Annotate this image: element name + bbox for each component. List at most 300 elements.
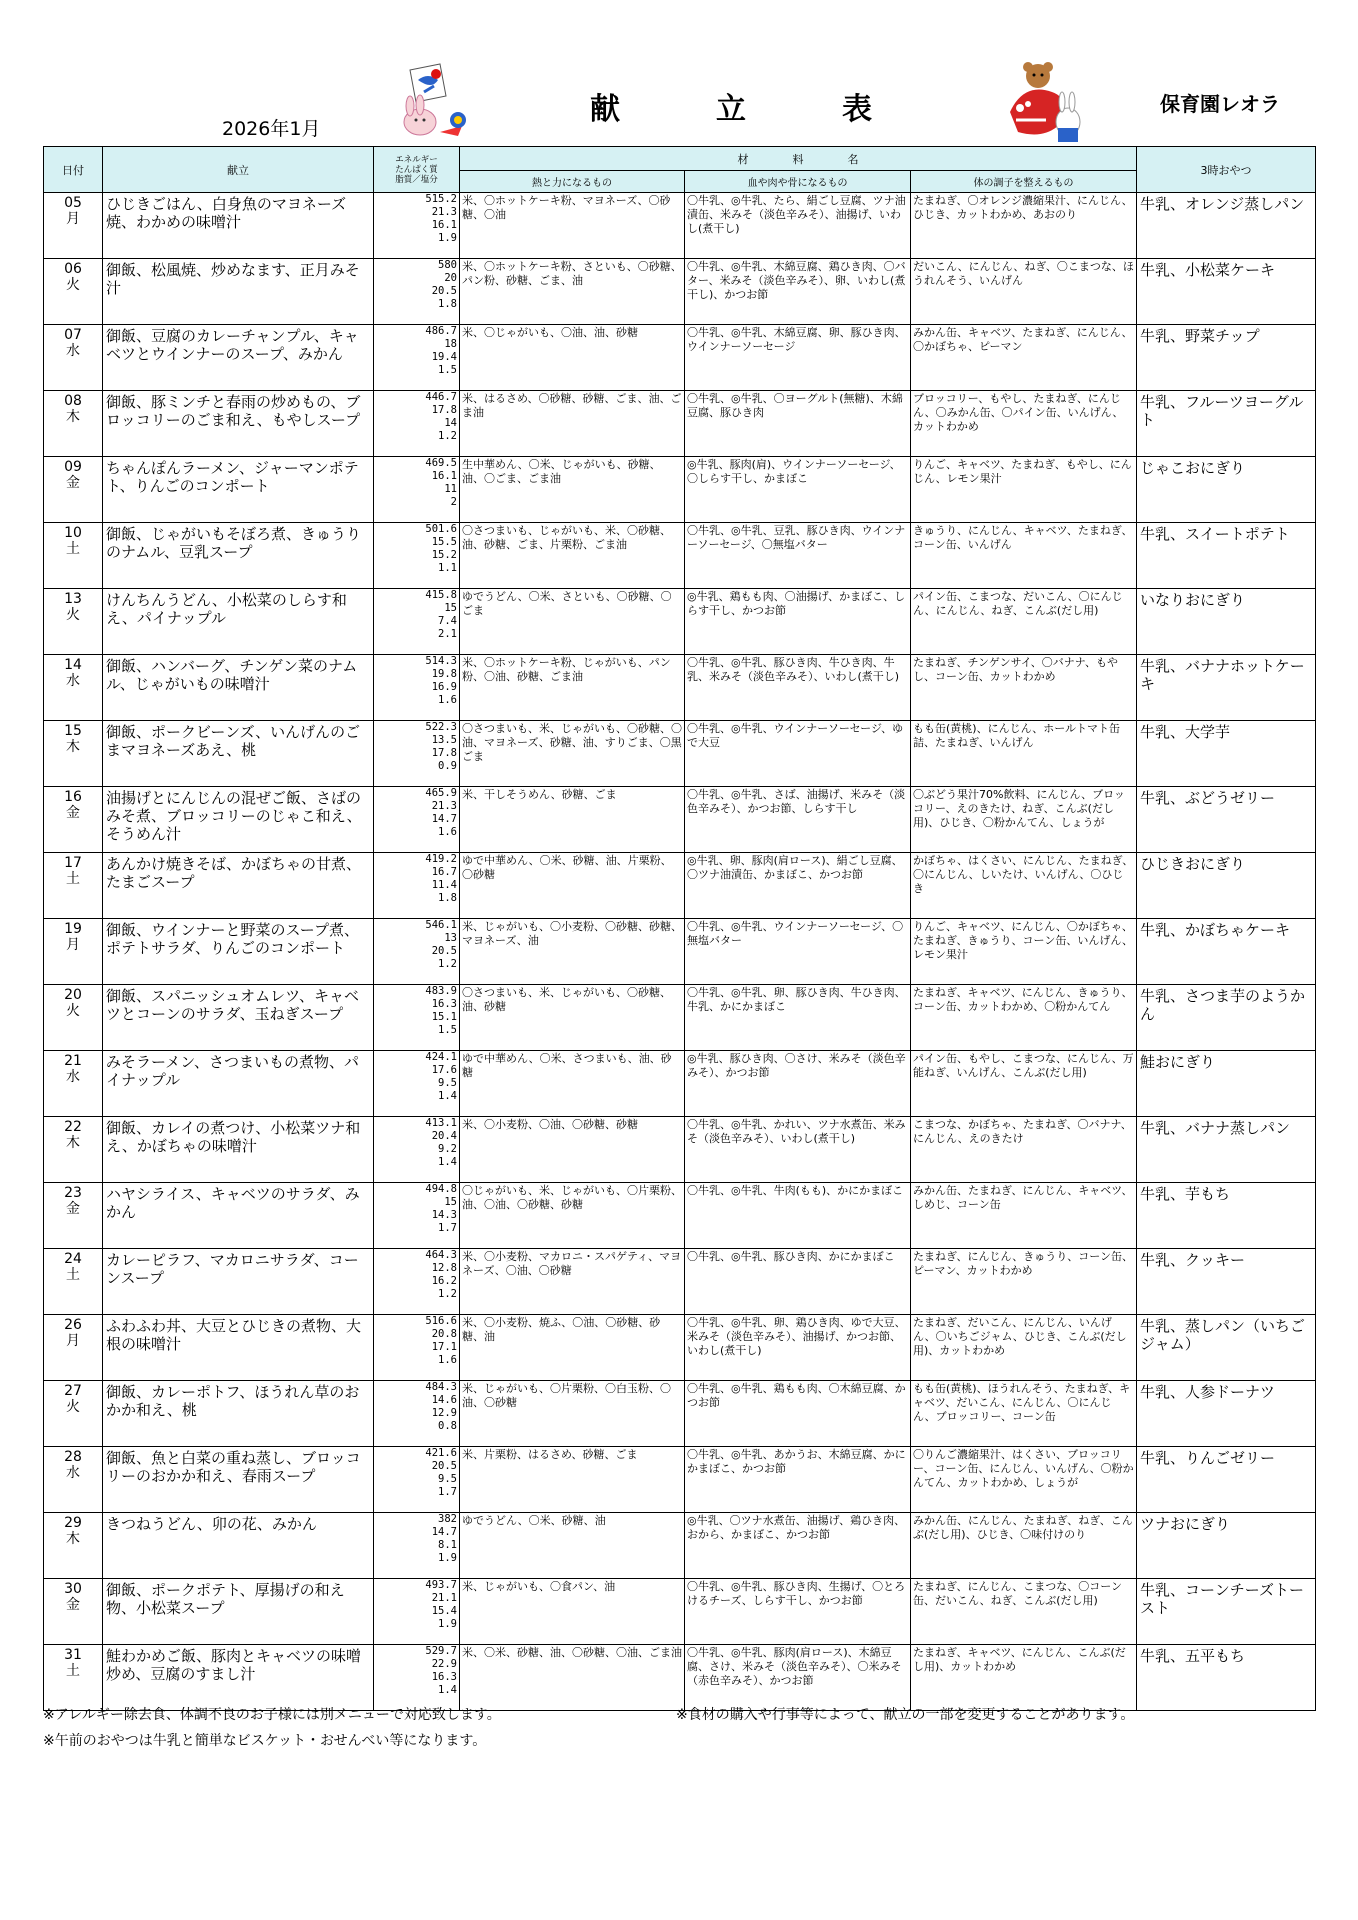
body-food-cell: 〇牛乳、◎牛乳、豚ひき肉、生揚げ、〇とろけるチーズ、しらす干し、かつお節 xyxy=(685,1579,911,1645)
date-cell xyxy=(44,1579,103,1645)
nutrition-fat-salt-label: 脂質／塩分 xyxy=(395,174,438,185)
day-of-week: 木 xyxy=(66,739,80,755)
energy-value: 382 xyxy=(438,1513,457,1525)
energy-value: 522.3 xyxy=(425,721,457,733)
snack-cell: じゃこおにぎり xyxy=(1137,457,1316,523)
date-cell xyxy=(44,523,103,589)
energy-food-cell: 米、じゃがいも、〇片栗粉、〇白玉粉、〇油、〇砂糖 xyxy=(460,1381,685,1447)
energy-food-cell: 米、片栗粉、はるさめ、砂糖、ごま xyxy=(460,1447,685,1513)
energy-food-cell: 米、〇ホットケーキ粉、さといも、〇砂糖、パン粉、砂糖、ごま、油 xyxy=(460,259,685,325)
table-row xyxy=(44,589,1316,655)
nutrition-cell xyxy=(374,1249,460,1315)
energy-value: 494.8 xyxy=(425,1183,457,1195)
regulating-food-cell: たまねぎ、キャベツ、にんじん、こんぶ(だし用)、カットわかめ xyxy=(911,1645,1137,1711)
snack-cell: 牛乳、ぶどうゼリー xyxy=(1137,787,1316,853)
table-row xyxy=(44,1249,1316,1315)
date-cell xyxy=(44,721,103,787)
nutrition-cell xyxy=(374,325,460,391)
salt-value: 1.9 xyxy=(438,232,457,244)
fat-value: 14.3 xyxy=(431,1209,457,1221)
day-number: 10 xyxy=(64,525,82,541)
body-food-cell: 〇牛乳、◎牛乳、木綿豆腐、卵、豚ひき肉、ウインナーソーセージ xyxy=(685,325,911,391)
table-row xyxy=(44,1117,1316,1183)
menu-cell: けんちんうどん、小松菜のしらす和え、パイナップル xyxy=(103,589,374,655)
day-number: 05 xyxy=(64,195,82,211)
snack-cell: 牛乳、蒸しパン（いちごジャム） xyxy=(1137,1315,1316,1381)
menu-cell: ハヤシライス、キャベツのサラダ、みかん xyxy=(103,1183,374,1249)
date-cell xyxy=(44,1513,103,1579)
menu-cell: あんかけ焼きそば、かぼちゃの甘煮、たまごスープ xyxy=(103,853,374,919)
nutrition-cell xyxy=(374,193,460,259)
date-cell xyxy=(44,655,103,721)
body-food-cell: 〇牛乳、◎牛乳、卵、鶏ひき肉、ゆで大豆、米みそ（淡色辛みそ）、油揚げ、かつお節、いわし(煮干し) xyxy=(685,1315,911,1381)
nutrition-cell xyxy=(374,457,460,523)
regulating-food-cell: もも缶(黄桃)、ほうれんそう、たまねぎ、キャベツ、だいこん、にんじん、〇にんじん、ブロッコリー、コーン缶 xyxy=(911,1381,1137,1447)
table-row xyxy=(44,655,1316,721)
nutrition-cell xyxy=(374,391,460,457)
table-row xyxy=(44,1315,1316,1381)
protein-value: 18 xyxy=(444,338,457,350)
day-number: 17 xyxy=(64,855,82,871)
table-row xyxy=(44,1381,1316,1447)
nursery-name: 保育園レオラ xyxy=(1160,92,1280,116)
protein-value: 16.1 xyxy=(431,470,457,482)
energy-value: 469.5 xyxy=(425,457,457,469)
date-cell xyxy=(44,787,103,853)
date-cell xyxy=(44,325,103,391)
fat-value: 7.4 xyxy=(438,615,457,627)
day-number: 20 xyxy=(64,987,82,1003)
day-of-week: 金 xyxy=(66,475,80,491)
date-cell xyxy=(44,391,103,457)
fat-value: 9.5 xyxy=(438,1077,457,1089)
day-number: 16 xyxy=(64,789,82,805)
date-cell xyxy=(44,985,103,1051)
regulating-food-cell: みかん缶、キャベツ、たまねぎ、にんじん、〇かぼちゃ、ピーマン xyxy=(911,325,1137,391)
salt-value: 2 xyxy=(450,496,457,508)
day-number: 13 xyxy=(64,591,82,607)
menu-cell: 御飯、スパニッシュオムレツ、キャベツとコーンのサラダ、玉ねぎスープ xyxy=(103,985,374,1051)
energy-value: 515.2 xyxy=(425,193,457,205)
energy-food-cell: 米、〇小麦粉、〇油、〇砂糖、砂糖 xyxy=(460,1117,685,1183)
table-row xyxy=(44,1051,1316,1117)
snack-cell: 牛乳、クッキー xyxy=(1137,1249,1316,1315)
day-number: 31 xyxy=(64,1647,82,1663)
regulating-food-cell: りんご、キャベツ、たまねぎ、もやし、にんじん、レモン果汁 xyxy=(911,457,1137,523)
day-number: 26 xyxy=(64,1317,82,1333)
snack-cell: ひじきおにぎり xyxy=(1137,853,1316,919)
body-food-cell: 〇牛乳、◎牛乳、ウインナーソーセージ、ゆで大豆 xyxy=(685,721,911,787)
table-row xyxy=(44,193,1316,259)
page-title xyxy=(590,84,968,128)
body-food-cell: 〇牛乳、◎牛乳、豆乳、豚ひき肉、ウインナーソーセージ、〇無塩バター xyxy=(685,523,911,589)
energy-value: 501.6 xyxy=(425,523,457,535)
menu-cell: 御飯、ウインナーと野菜のスープ煮、ポテトサラダ、りんごのコンポート xyxy=(103,919,374,985)
nutrition-cell xyxy=(374,1579,460,1645)
day-of-week: 金 xyxy=(66,1597,80,1613)
table-row xyxy=(44,1513,1316,1579)
footer-note-changes: ※食材の購入や行事等によって、献立の一部を変更することがあります。 xyxy=(676,1707,1135,1723)
table-row xyxy=(44,523,1316,589)
column-header-date: 日付 xyxy=(44,147,103,193)
day-number: 30 xyxy=(64,1581,82,1597)
date-cell xyxy=(44,193,103,259)
protein-value: 19.8 xyxy=(431,668,457,680)
day-of-week: 木 xyxy=(66,1531,80,1547)
snack-cell: 鮭おにぎり xyxy=(1137,1051,1316,1117)
energy-value: 413.1 xyxy=(425,1117,457,1129)
energy-value: 484.3 xyxy=(425,1381,457,1393)
fat-value: 12.9 xyxy=(431,1407,457,1419)
energy-value: 529.7 xyxy=(425,1645,457,1657)
day-of-week: 水 xyxy=(66,673,80,689)
regulating-food-cell: たまねぎ、だいこん、にんじん、いんげん、〇いちごジャム、ひじき、こんぶ(だし用)、カットわかめ xyxy=(911,1315,1137,1381)
fat-value: 9.5 xyxy=(438,1473,457,1485)
snack-cell: 牛乳、バナナ蒸しパン xyxy=(1137,1117,1316,1183)
day-number: 21 xyxy=(64,1053,82,1069)
fat-value: 15.4 xyxy=(431,1605,457,1617)
date-cell xyxy=(44,457,103,523)
snack-cell: 牛乳、バナナホットケーキ xyxy=(1137,655,1316,721)
menu-cell: 鮭わかめご飯、豚肉とキャベツの味噌炒め、豆腐のすまし汁 xyxy=(103,1645,374,1711)
salt-value: 1.8 xyxy=(438,892,457,904)
salt-value: 1.9 xyxy=(438,1552,457,1564)
energy-food-cell: ゆでうどん、〇米、さといも、〇砂糖、〇ごま xyxy=(460,589,685,655)
title-char-2: 立 xyxy=(716,92,746,127)
day-of-week: 水 xyxy=(66,1465,80,1481)
salt-value: 1.7 xyxy=(438,1222,457,1234)
day-number: 09 xyxy=(64,459,82,475)
day-number: 07 xyxy=(64,327,82,343)
salt-value: 1.2 xyxy=(438,958,457,970)
new-year-rabbit-illustration-icon xyxy=(380,62,480,142)
day-of-week: 水 xyxy=(66,1069,80,1085)
energy-food-cell: 〇さつまいも、米、じゃがいも、〇砂糖、〇油、マヨネーズ、砂糖、油、すりごま、〇黒ごま xyxy=(460,721,685,787)
snack-cell: 牛乳、りんごゼリー xyxy=(1137,1447,1316,1513)
menu-cell: カレーピラフ、マカロニサラダ、コーンスープ xyxy=(103,1249,374,1315)
snack-cell: 牛乳、オレンジ蒸しパン xyxy=(1137,193,1316,259)
table-row xyxy=(44,1579,1316,1645)
fat-value: 16.1 xyxy=(431,219,457,231)
energy-value: 424.1 xyxy=(425,1051,457,1063)
date-cell xyxy=(44,853,103,919)
body-food-cell: ◎牛乳、鶏もも肉、〇油揚げ、かまぼこ、しらす干し、かつお節 xyxy=(685,589,911,655)
materials-char-3: 名 xyxy=(847,152,859,166)
menu-cell: 御飯、カレーポトフ、ほうれん草のおかか和え、桃 xyxy=(103,1381,374,1447)
protein-value: 20 xyxy=(444,272,457,284)
materials-char-2: 料 xyxy=(792,152,804,166)
energy-value: 486.7 xyxy=(425,325,457,337)
column-header-regulating-food: 体の調子を整えるもの xyxy=(911,171,1137,193)
table-row xyxy=(44,259,1316,325)
snack-cell: いなりおにぎり xyxy=(1137,589,1316,655)
column-header-nutrition xyxy=(374,147,460,193)
body-food-cell: 〇牛乳、◎牛乳、牛肉(もも)、かにかまぼこ xyxy=(685,1183,911,1249)
nutrition-cell xyxy=(374,523,460,589)
energy-value: 419.2 xyxy=(425,853,457,865)
day-number: 24 xyxy=(64,1251,82,1267)
regulating-food-cell: もも缶(黄桃)、にんじん、ホールトマト缶詰、たまねぎ、いんげん xyxy=(911,721,1137,787)
day-of-week: 木 xyxy=(66,1135,80,1151)
regulating-food-cell: ブロッコリー、もやし、たまねぎ、にんじん、〇みかん缶、〇パイン缶、いんげん、カットわかめ xyxy=(911,391,1137,457)
energy-food-cell: 米、〇ホットケーキ粉、マヨネーズ、〇砂糖、〇油 xyxy=(460,193,685,259)
energy-food-cell: 〇さつまいも、じゃがいも、米、〇砂糖、油、砂糖、ごま、片栗粉、ごま油 xyxy=(460,523,685,589)
salt-value: 1.4 xyxy=(438,1090,457,1102)
salt-value: 1.6 xyxy=(438,1354,457,1366)
fat-value: 17.1 xyxy=(431,1341,457,1353)
fat-value: 9.2 xyxy=(438,1143,457,1155)
date-cell xyxy=(44,589,103,655)
day-of-week: 土 xyxy=(66,541,80,557)
regulating-food-cell: りんご、キャベツ、にんじん、〇かぼちゃ、たまねぎ、きゅうり、コーン缶、いんげん、レモン果汁 xyxy=(911,919,1137,985)
menu-cell: 御飯、魚と白菜の重ね蒸し、ブロッコリーのおかか和え、春雨スープ xyxy=(103,1447,374,1513)
body-food-cell: ◎牛乳、〇ツナ水煮缶、油揚げ、鶏ひき肉、おから、かまぼこ、かつお節 xyxy=(685,1513,911,1579)
fat-value: 16.3 xyxy=(431,1671,457,1683)
table-row xyxy=(44,919,1316,985)
body-food-cell: 〇牛乳、◎牛乳、豚ひき肉、かにかまぼこ xyxy=(685,1249,911,1315)
regulating-food-cell: たまねぎ、〇オレンジ濃縮果汁、にんじん、ひじき、カットわかめ、あおのり xyxy=(911,193,1137,259)
day-of-week: 月 xyxy=(66,1333,80,1349)
energy-value: 446.7 xyxy=(425,391,457,403)
salt-value: 1.1 xyxy=(438,562,457,574)
fat-value: 15.1 xyxy=(431,1011,457,1023)
day-number: 28 xyxy=(64,1449,82,1465)
fat-value: 14 xyxy=(444,417,457,429)
menu-cell: 御飯、豆腐のカレーチャンプル、キャベツとウインナーのスープ、みかん xyxy=(103,325,374,391)
menu-cell: ちゃんぽんラーメン、ジャーマンポテト、りんごのコンポート xyxy=(103,457,374,523)
day-number: 19 xyxy=(64,921,82,937)
nutrition-cell xyxy=(374,655,460,721)
footer-note-allergy: ※アレルギー除去食、体調不良のお子様には別メニューで対応致します。 xyxy=(43,1707,501,1723)
body-food-cell: 〇牛乳、◎牛乳、かれい、ツナ水煮缶、米みそ（淡色辛みそ）、いわし(煮干し) xyxy=(685,1117,911,1183)
regulating-food-cell: たまねぎ、チンゲンサイ、〇バナナ、もやし、コーン缶、カットわかめ xyxy=(911,655,1137,721)
nutrition-protein-label: たんぱく質 xyxy=(395,164,438,175)
nutrition-cell xyxy=(374,1051,460,1117)
protein-value: 16.7 xyxy=(431,866,457,878)
date-cell xyxy=(44,1051,103,1117)
body-food-cell: ◎牛乳、豚ひき肉、〇さけ、米みそ（淡色辛みそ）、かつお節 xyxy=(685,1051,911,1117)
snack-cell: 牛乳、さつま芋のようかん xyxy=(1137,985,1316,1051)
day-of-week: 金 xyxy=(66,805,80,821)
column-header-materials xyxy=(460,147,1137,171)
protein-value: 13.5 xyxy=(431,734,457,746)
protein-value: 20.8 xyxy=(431,1328,457,1340)
table-row xyxy=(44,1447,1316,1513)
nutrition-cell xyxy=(374,919,460,985)
fat-value: 14.7 xyxy=(431,813,457,825)
body-food-cell: 〇牛乳、◎牛乳、たら、絹ごし豆腐、ツナ油漬缶、米みそ（淡色辛みそ）、油揚げ、いわし(煮干し) xyxy=(685,193,911,259)
energy-food-cell: 〇じゃがいも、米、じゃがいも、〇片栗粉、油、〇油、〇砂糖、砂糖 xyxy=(460,1183,685,1249)
table-row xyxy=(44,787,1316,853)
snack-cell: 牛乳、芋もち xyxy=(1137,1183,1316,1249)
body-food-cell: 〇牛乳、◎牛乳、ウインナーソーセージ、〇無塩バター xyxy=(685,919,911,985)
nutrition-cell xyxy=(374,1315,460,1381)
date-cell xyxy=(44,1117,103,1183)
title-char-3: 表 xyxy=(842,92,872,127)
body-food-cell: 〇牛乳、◎牛乳、あかうお、木綿豆腐、かにかまぼこ、かつお節 xyxy=(685,1447,911,1513)
regulating-food-cell: こまつな、かぼちゃ、たまねぎ、〇バナナ、にんじん、えのきたけ xyxy=(911,1117,1137,1183)
day-of-week: 土 xyxy=(66,871,80,887)
table-row xyxy=(44,1645,1316,1711)
column-header-snack: 3時おやつ xyxy=(1137,147,1316,193)
body-food-cell: 〇牛乳、◎牛乳、木綿豆腐、鶏ひき肉、〇バター、米みそ（淡色辛みそ）、卵、いわし(煮干し)、かつお節 xyxy=(685,259,911,325)
menu-month: 2026年1月 xyxy=(222,118,321,140)
fat-value: 11 xyxy=(444,483,457,495)
nutrition-cell xyxy=(374,589,460,655)
nutrition-cell xyxy=(374,1645,460,1711)
energy-value: 464.3 xyxy=(425,1249,457,1261)
snack-cell: ツナおにぎり xyxy=(1137,1513,1316,1579)
salt-value: 0.8 xyxy=(438,1420,457,1432)
snack-cell: 牛乳、大学芋 xyxy=(1137,721,1316,787)
snack-cell: 牛乳、野菜チップ xyxy=(1137,325,1316,391)
fat-value: 20.5 xyxy=(431,285,457,297)
energy-food-cell: 米、〇じゃがいも、〇油、油、砂糖 xyxy=(460,325,685,391)
energy-value: 580 xyxy=(438,259,457,271)
footer-note-morning-snack: ※午前のおやつは牛乳と簡単なビスケット・おせんべい等になります。 xyxy=(43,1733,487,1749)
salt-value: 0.9 xyxy=(438,760,457,772)
salt-value: 1.6 xyxy=(438,694,457,706)
regulating-food-cell: たまねぎ、キャベツ、にんじん、きゅうり、コーン缶、カットわかめ、〇粉かんてん xyxy=(911,985,1137,1051)
nutrition-cell xyxy=(374,1183,460,1249)
day-of-week: 火 xyxy=(66,607,80,623)
menu-cell: 御飯、豚ミンチと春雨の炒めもの、ブロッコリーのごま和え、もやしスープ xyxy=(103,391,374,457)
energy-value: 516.6 xyxy=(425,1315,457,1327)
day-of-week: 月 xyxy=(66,211,80,227)
regulating-food-cell: たまねぎ、にんじん、こまつな、〇コーン缶、だいこん、ねぎ、こんぶ(だし用) xyxy=(911,1579,1137,1645)
table-row xyxy=(44,853,1316,919)
nutrition-cell xyxy=(374,853,460,919)
energy-food-cell: 生中華めん、〇米、じゃがいも、砂糖、油、〇ごま、ごま油 xyxy=(460,457,685,523)
salt-value: 1.5 xyxy=(438,364,457,376)
snack-cell: 牛乳、スイートポテト xyxy=(1137,523,1316,589)
salt-value: 1.8 xyxy=(438,298,457,310)
fat-value: 16.2 xyxy=(431,1275,457,1287)
day-of-week: 火 xyxy=(66,277,80,293)
body-food-cell: ◎牛乳、卵、豚肉(肩ロース)、絹ごし豆腐、〇ツナ油漬缶、かまぼこ、かつお節 xyxy=(685,853,911,919)
body-food-cell: 〇牛乳、◎牛乳、卵、豚ひき肉、牛ひき肉、牛乳、かにかまぼこ xyxy=(685,985,911,1051)
fat-value: 11.4 xyxy=(431,879,457,891)
protein-value: 13 xyxy=(444,932,457,944)
table-row xyxy=(44,985,1316,1051)
menu-cell: 御飯、松風焼、炒めなます、正月みそ汁 xyxy=(103,259,374,325)
fat-value: 17.8 xyxy=(431,747,457,759)
page-header xyxy=(0,0,1358,150)
energy-food-cell: 米、〇米、砂糖、油、〇砂糖、〇油、ごま油 xyxy=(460,1645,685,1711)
menu-cell: 御飯、ポークポテト、厚揚げの和え物、小松菜スープ xyxy=(103,1579,374,1645)
menu-cell: ふわふわ丼、大豆とひじきの煮物、大根の味噌汁 xyxy=(103,1315,374,1381)
energy-food-cell: 米、干しそうめん、砂糖、ごま xyxy=(460,787,685,853)
day-number: 14 xyxy=(64,657,82,673)
nutrition-cell xyxy=(374,1513,460,1579)
body-food-cell: ◎牛乳、豚肉(肩)、ウインナーソーセージ、〇しらす干し、かまぼこ xyxy=(685,457,911,523)
nutrition-cell xyxy=(374,787,460,853)
snack-cell: 牛乳、フルーツヨーグルト xyxy=(1137,391,1316,457)
snack-cell: 牛乳、五平もち xyxy=(1137,1645,1316,1711)
protein-value: 16.3 xyxy=(431,998,457,1010)
body-food-cell: 〇牛乳、◎牛乳、豚ひき肉、牛ひき肉、牛乳、米みそ（淡色辛みそ）、いわし(煮干し) xyxy=(685,655,911,721)
fat-value: 16.9 xyxy=(431,681,457,693)
menu-cell: きつねうどん、卯の花、みかん xyxy=(103,1513,374,1579)
body-food-cell: 〇牛乳、◎牛乳、豚肉(肩ロース)、木綿豆腐、さけ、米みそ（淡色辛みそ）、〇米みそ（赤色辛みそ）、かつお節 xyxy=(685,1645,911,1711)
date-cell xyxy=(44,1381,103,1447)
energy-food-cell: 米、じゃがいも、〇食パン、油 xyxy=(460,1579,685,1645)
protein-value: 14.6 xyxy=(431,1394,457,1406)
protein-value: 15.5 xyxy=(431,536,457,548)
protein-value: 21.3 xyxy=(431,800,457,812)
fat-value: 8.1 xyxy=(438,1539,457,1551)
menu-cell: 御飯、じゃがいもそぼろ煮、きゅうりのナムル、豆乳スープ xyxy=(103,523,374,589)
energy-value: 421.6 xyxy=(425,1447,457,1459)
table-row xyxy=(44,721,1316,787)
salt-value: 1.2 xyxy=(438,430,457,442)
regulating-food-cell: パイン缶、こまつな、だいこん、〇にんじん、にんじん、ねぎ、こんぶ(だし用) xyxy=(911,589,1137,655)
salt-value: 1.5 xyxy=(438,1024,457,1036)
date-cell xyxy=(44,919,103,985)
day-of-week: 月 xyxy=(66,937,80,953)
day-number: 06 xyxy=(64,261,82,277)
nutrition-cell xyxy=(374,1381,460,1447)
salt-value: 1.9 xyxy=(438,1618,457,1630)
protein-value: 15 xyxy=(444,1196,457,1208)
energy-food-cell: ゆで中華めん、〇米、さつまいも、油、砂糖 xyxy=(460,1051,685,1117)
regulating-food-cell: 〇りんご濃縮果汁、はくさい、ブロッコリー、コーン缶、にんじん、いんげん、〇粉かんてん、カットわかめ、しょうが xyxy=(911,1447,1137,1513)
day-number: 15 xyxy=(64,723,82,739)
energy-food-cell: 〇さつまいも、米、じゃがいも、〇砂糖、油、砂糖 xyxy=(460,985,685,1051)
table-row xyxy=(44,457,1316,523)
salt-value: 1.4 xyxy=(438,1156,457,1168)
day-number: 08 xyxy=(64,393,82,409)
energy-value: 514.3 xyxy=(425,655,457,667)
day-number: 22 xyxy=(64,1119,82,1135)
energy-food-cell: 米、〇ホットケーキ粉、じゃがいも、パン粉、〇油、砂糖、ごま油 xyxy=(460,655,685,721)
table-row xyxy=(44,391,1316,457)
date-cell xyxy=(44,1315,103,1381)
snack-cell: 牛乳、小松菜ケーキ xyxy=(1137,259,1316,325)
energy-value: 465.9 xyxy=(425,787,457,799)
nutrition-energy-label: エネルギー xyxy=(395,154,438,165)
day-of-week: 木 xyxy=(66,409,80,425)
body-food-cell: 〇牛乳、◎牛乳、さば、油揚げ、米みそ（淡色辛みそ）、かつお節、しらす干し xyxy=(685,787,911,853)
day-of-week: 火 xyxy=(66,1003,80,1019)
salt-value: 1.2 xyxy=(438,1288,457,1300)
nutrition-cell xyxy=(374,985,460,1051)
day-of-week: 土 xyxy=(66,1663,80,1679)
column-header-energy-food: 熱と力になるもの xyxy=(460,171,685,193)
regulating-food-cell: みかん缶、たまねぎ、にんじん、キャベツ、しめじ、コーン缶 xyxy=(911,1183,1137,1249)
protein-value: 17.8 xyxy=(431,404,457,416)
protein-value: 15 xyxy=(444,602,457,614)
energy-value: 493.7 xyxy=(425,1579,457,1591)
body-food-cell: 〇牛乳、◎牛乳、鶏もも肉、〇木綿豆腐、かつお節 xyxy=(685,1381,911,1447)
energy-food-cell: 米、はるさめ、〇砂糖、砂糖、ごま、油、ごま油 xyxy=(460,391,685,457)
protein-value: 14.7 xyxy=(431,1526,457,1538)
energy-food-cell: 米、〇小麦粉、焼ふ、〇油、〇砂糖、砂糖、油 xyxy=(460,1315,685,1381)
menu-rows xyxy=(44,193,1316,1711)
regulating-food-cell: かぼちゃ、はくさい、にんじん、たまねぎ、〇にんじん、しいたけ、いんげん、〇ひじき xyxy=(911,853,1137,919)
nutrition-cell xyxy=(374,1447,460,1513)
fat-value: 19.4 xyxy=(431,351,457,363)
energy-value: 415.8 xyxy=(425,589,457,601)
menu-cell: 油揚げとにんじんの混ぜご飯、さばのみそ煮、ブロッコリーのじゃこ和え、そうめん汁 xyxy=(103,787,374,853)
energy-value: 483.9 xyxy=(425,985,457,997)
regulating-food-cell: きゅうり、にんじん、キャベツ、たまねぎ、コーン缶、いんげん xyxy=(911,523,1137,589)
menu-cell: ひじきごはん、白身魚のマヨネーズ焼、わかめの味噌汁 xyxy=(103,193,374,259)
salt-value: 2.1 xyxy=(438,628,457,640)
energy-food-cell: 米、じゃがいも、〇小麦粉、〇砂糖、砂糖、マヨネーズ、油 xyxy=(460,919,685,985)
regulating-food-cell: だいこん、にんじん、ねぎ、〇こまつな、ほうれんそう、いんげん xyxy=(911,259,1137,325)
salt-value: 1.6 xyxy=(438,826,457,838)
